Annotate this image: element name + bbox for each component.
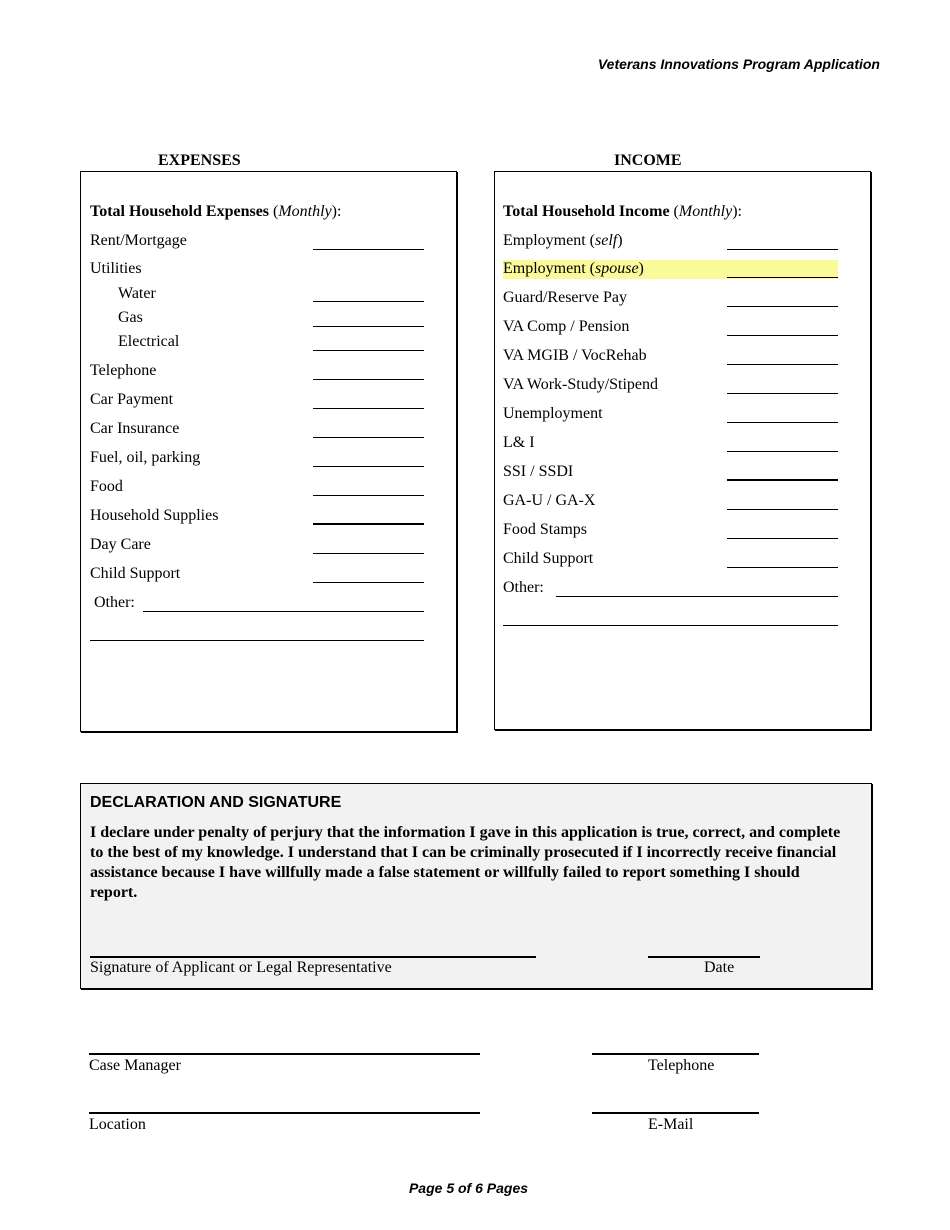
income-field-employment-spouse[interactable] bbox=[727, 277, 838, 278]
email-line[interactable] bbox=[592, 1112, 759, 1114]
expenses-title: EXPENSES bbox=[158, 152, 241, 169]
expense-label-electrical: Electrical bbox=[118, 333, 180, 350]
income-box bbox=[494, 171, 871, 730]
declaration-box bbox=[80, 783, 872, 989]
telephone-line[interactable] bbox=[592, 1053, 759, 1055]
expense-label-car-payment: Car Payment bbox=[90, 391, 174, 408]
income-label-va-work-study: VA Work-Study/Stipend bbox=[503, 376, 659, 393]
case-manager-label: Case Manager bbox=[89, 1057, 181, 1074]
expense-field-telephone[interactable] bbox=[313, 379, 424, 380]
email-label: E-Mail bbox=[648, 1116, 694, 1133]
expense-label-telephone: Telephone bbox=[90, 362, 157, 379]
expense-label-fuel: Fuel, oil, parking bbox=[90, 449, 201, 466]
income-field-other[interactable] bbox=[556, 596, 838, 597]
expenses-box bbox=[80, 171, 457, 732]
income-field-li[interactable] bbox=[727, 451, 838, 452]
income-field-employment-self[interactable] bbox=[727, 249, 838, 250]
declaration-title: DECLARATION AND SIGNATURE bbox=[90, 794, 342, 811]
expense-field-rent[interactable] bbox=[313, 249, 424, 250]
expense-label-gas: Gas bbox=[118, 309, 143, 326]
expense-label-utilities: Utilities bbox=[90, 260, 142, 277]
income-label-employment-spouse: Employment (spouse) bbox=[503, 260, 644, 277]
location-label: Location bbox=[89, 1116, 146, 1133]
expense-field-car-payment[interactable] bbox=[313, 408, 424, 409]
expense-field-car-insurance[interactable] bbox=[313, 437, 424, 438]
income-field-ga[interactable] bbox=[727, 509, 838, 510]
income-heading: Total Household Income (Monthly): bbox=[503, 203, 742, 220]
expense-field-electrical[interactable] bbox=[313, 350, 424, 351]
expense-label-water: Water bbox=[118, 285, 156, 302]
income-field-unemployment[interactable] bbox=[727, 422, 838, 423]
expense-label-household-supplies: Household Supplies bbox=[90, 507, 219, 524]
date-label: Date bbox=[704, 959, 735, 976]
date-line[interactable] bbox=[648, 956, 760, 958]
expense-label-car-insurance: Car Insurance bbox=[90, 420, 180, 437]
income-label-ssi-ssdi: SSI / SSDI bbox=[503, 463, 574, 480]
expense-field-child-support[interactable] bbox=[313, 582, 424, 583]
income-label-employment-self: Employment (self) bbox=[503, 232, 623, 249]
expense-field-other-line2[interactable] bbox=[90, 640, 424, 641]
income-field-guard-reserve[interactable] bbox=[727, 306, 838, 307]
expense-label-other: Other: bbox=[94, 594, 135, 611]
telephone-label: Telephone bbox=[648, 1057, 715, 1074]
income-label-va-comp: VA Comp / Pension bbox=[503, 318, 630, 335]
declaration-text: I declare under penalty of perjury that the information I gave in this application is true, correct, and complete to the best of my knowledge. I understand that I can be criminally prosecuted if I incorrectly receive financial assistance because I have willfully made a false statement or willfully failed to report something I should report. bbox=[90, 824, 841, 901]
expense-label-food: Food bbox=[90, 478, 123, 495]
page-header-title: Veterans Innovations Program Application bbox=[597, 56, 880, 72]
expense-field-other[interactable] bbox=[143, 611, 424, 612]
expense-field-fuel[interactable] bbox=[313, 466, 424, 467]
income-field-va-comp[interactable] bbox=[727, 335, 838, 336]
expense-field-day-care[interactable] bbox=[313, 553, 424, 554]
location-line[interactable] bbox=[89, 1112, 480, 1114]
expense-field-food[interactable] bbox=[313, 495, 424, 496]
income-label-other: Other: bbox=[503, 579, 544, 596]
income-title: INCOME bbox=[614, 152, 682, 169]
income-field-child-support[interactable] bbox=[727, 567, 838, 568]
expense-label-rent: Rent/Mortgage bbox=[90, 232, 187, 249]
expense-field-gas[interactable] bbox=[313, 326, 424, 327]
income-label-guard-reserve: Guard/Reserve Pay bbox=[503, 289, 627, 306]
income-label-va-mgib: VA MGIB / VocRehab bbox=[503, 347, 647, 364]
signature-label: Signature of Applicant or Legal Representative bbox=[90, 959, 392, 976]
expense-field-water[interactable] bbox=[313, 301, 424, 302]
income-label-li: L& I bbox=[503, 434, 535, 451]
income-field-ssi-ssdi[interactable] bbox=[727, 479, 838, 481]
expense-field-household-supplies[interactable] bbox=[313, 523, 424, 525]
expense-label-day-care: Day Care bbox=[90, 536, 151, 553]
page-footer: Page 5 of 6 Pages bbox=[408, 1180, 529, 1196]
income-label-food-stamps: Food Stamps bbox=[503, 521, 588, 538]
income-field-food-stamps[interactable] bbox=[727, 538, 838, 539]
case-manager-line[interactable] bbox=[89, 1053, 480, 1055]
income-field-va-work-study[interactable] bbox=[727, 393, 838, 394]
income-label-unemployment: Unemployment bbox=[503, 405, 603, 422]
income-field-va-mgib[interactable] bbox=[727, 364, 838, 365]
income-field-other-line2[interactable] bbox=[503, 625, 838, 626]
income-label-child-support: Child Support bbox=[503, 550, 594, 567]
expenses-heading: Total Household Expenses (Monthly): bbox=[90, 203, 342, 220]
expense-label-child-support: Child Support bbox=[90, 565, 181, 582]
income-label-ga: GA-U / GA-X bbox=[503, 492, 596, 509]
signature-line[interactable] bbox=[90, 956, 536, 958]
